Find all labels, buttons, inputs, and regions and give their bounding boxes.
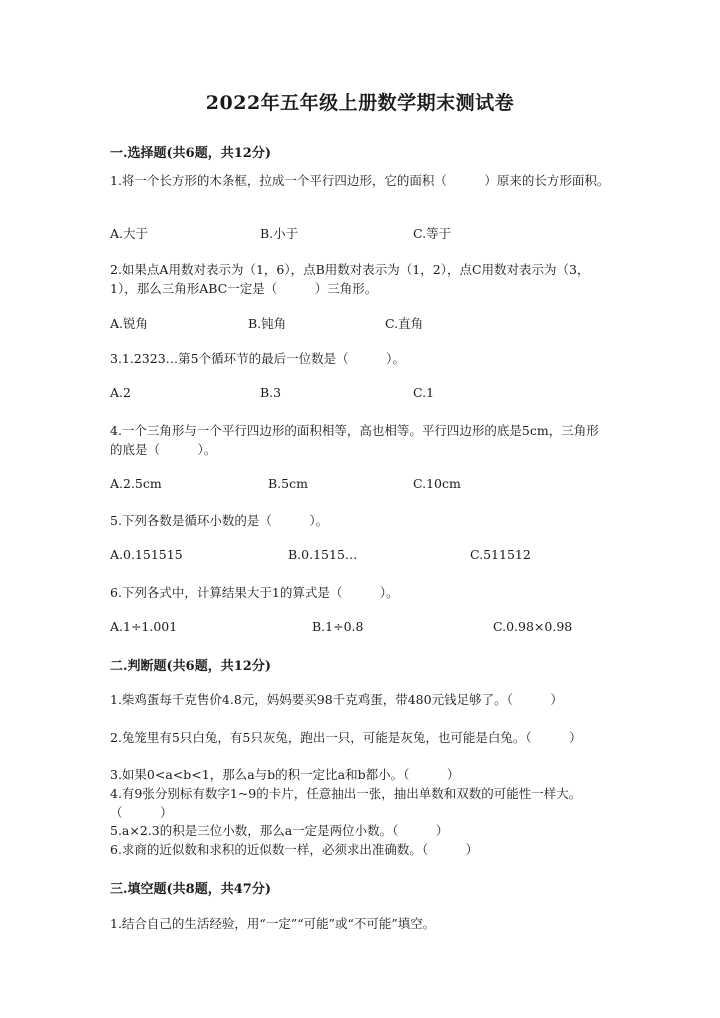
judgement-item-6: 6.求商的近似数和求积的近似数一样，必须求出准确数。（ ） [110, 842, 479, 857]
section-heading-judgement: 二.判断题(共6题，共12分) [110, 659, 271, 674]
section-heading-choice: 一.选择题(共6题，共12分) [110, 146, 271, 161]
options-q5 [110, 547, 610, 567]
option-c[interactable]: C.0.98×0.98 [493, 619, 573, 634]
fill-blank-item-1: 1.结合自己的生活经验，用“一定”“可能”或“不可能”填空。 [110, 916, 436, 931]
option-b[interactable]: B.1÷0.8 [312, 619, 364, 634]
option-b[interactable]: B.5cm [268, 476, 308, 491]
judgement-item-5: 5.a×2.3的积是三位小数，那么a一定是两位小数。（ ） [110, 823, 449, 838]
option-a[interactable]: A.锐角 [110, 316, 149, 331]
section-heading-fill-blank: 三.填空题(共8题，共47分) [110, 882, 271, 897]
options-q3 [110, 385, 610, 405]
question-2: 2.如果点A用数对表示为（1，6），点B用数对表示为（1，2），点C用数对表示为（3，1），那么三角形ABC一定是（ ）三角形。 [110, 262, 590, 296]
option-a[interactable]: A.0.151515 [110, 547, 183, 562]
option-c[interactable]: C.直角 [385, 316, 424, 331]
page-title: 2022年五年级上册数学期末测试卷 [205, 92, 515, 114]
option-a[interactable]: A.大于 [110, 226, 149, 241]
question-5: 5.下列各数是循环小数的是（ ）。 [110, 513, 329, 528]
option-b[interactable]: B.钝角 [248, 316, 287, 331]
question-3: 3.1.2323…第5个循环节的最后一位数是（ ）。 [110, 351, 405, 366]
question-6: 6.下列各式中，计算结果大于1的算式是（ ）。 [110, 585, 399, 600]
option-a[interactable]: A.2.5cm [110, 476, 162, 491]
judgement-item-3: 3.如果0<a<b<1，那么a与b的积一定比a和b都小。（ ） [110, 767, 460, 782]
judgement-item-2: 2.兔笼里有5只白兔，有5只灰兔，跑出一只，可能是灰兔，也可能是白兔。（ ） [110, 730, 582, 745]
question-1: 1.将一个长方形的木条框，拉成一个平行四边形，它的面积（ ）原来的长方形面积。 [110, 173, 610, 188]
option-c[interactable]: C.1 [413, 385, 435, 400]
option-b[interactable]: B.3 [260, 385, 282, 400]
judgement-item-4: 4.有9张分别标有数字1~9的卡片，任意抽出一张，抽出单数和双数的可能性一样大。（ ） [110, 786, 582, 820]
option-b[interactable]: B.0.1515… [288, 547, 358, 562]
option-a[interactable]: A.1÷1.001 [110, 619, 178, 634]
option-c[interactable]: C.等于 [413, 226, 452, 241]
question-4: 4.一个三角形与一个平行四边形的面积相等，高也相等。平行四边形的底是5cm，三角形的底是（ ）。 [110, 423, 599, 457]
option-a[interactable]: A.2 [110, 385, 131, 400]
options-q4 [110, 476, 610, 496]
option-b[interactable]: B.小于 [260, 226, 299, 241]
options-q6 [110, 619, 610, 639]
option-c[interactable]: C.10cm [413, 476, 461, 491]
options-q2 [110, 314, 610, 334]
option-c[interactable]: C.511512 [470, 547, 531, 562]
options-q1 [110, 224, 610, 244]
judgement-item-1: 1.柴鸡蛋每千克售价4.8元，妈妈要买98千克鸡蛋，带480元钱足够了。（ ） [110, 692, 563, 707]
